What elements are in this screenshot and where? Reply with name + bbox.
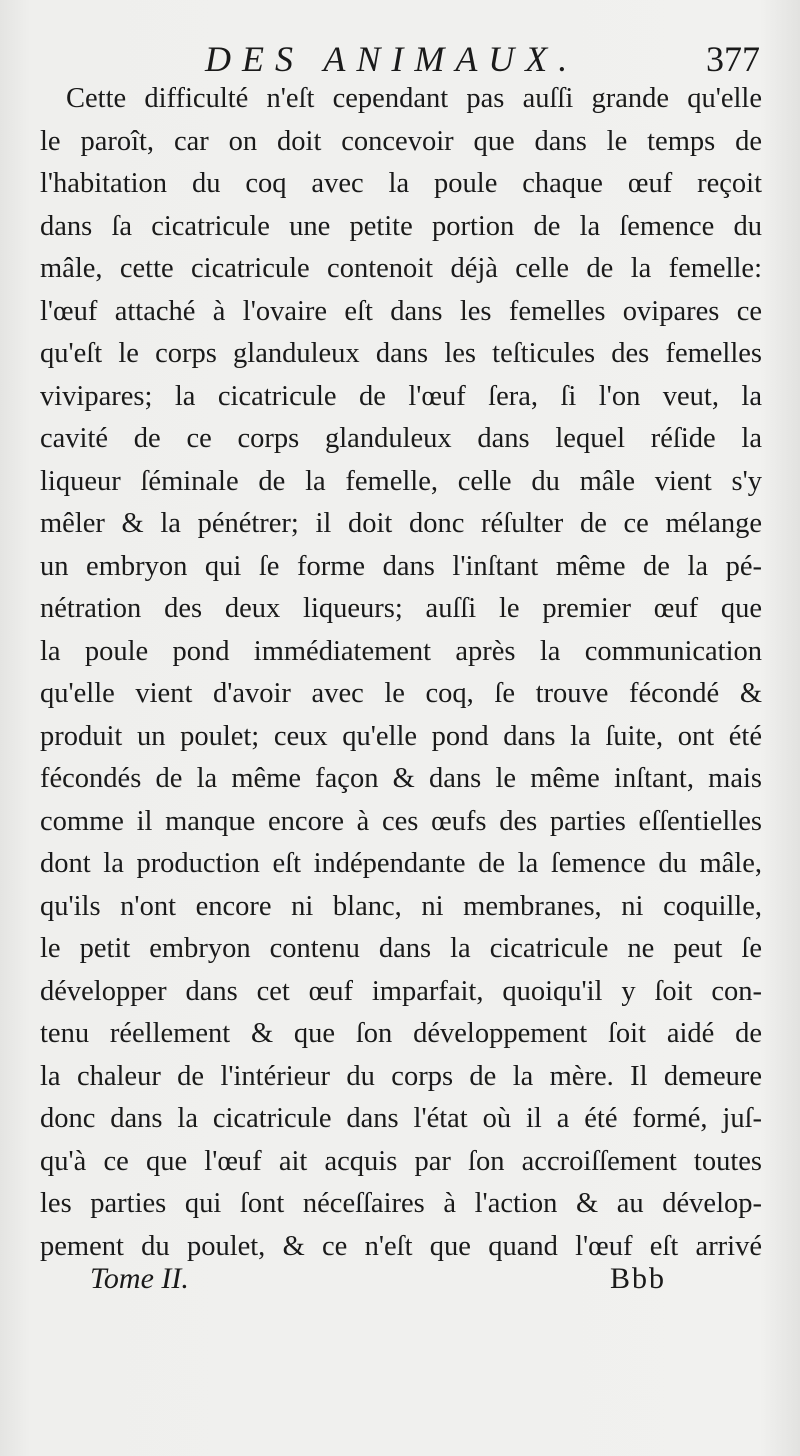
text-line: la poule pond immédiatement après la communication	[40, 635, 762, 667]
text-line: la chaleur de l'intérieur du corps de la mère. Il demeure	[40, 1060, 762, 1092]
text-line: donc dans la cicatricule dans l'état où il a été formé, juſ-	[40, 1103, 762, 1134]
body-text	[40, 78, 762, 1268]
page-footer	[40, 1262, 770, 1306]
running-title: DES ANIMAUX.	[205, 39, 579, 79]
text-line: un embryon qui ſe forme dans l'inſtant même de la pé-	[40, 550, 762, 582]
text-line: le paroît, car on doit concevoir que dans le temps de	[40, 125, 762, 157]
text-line: mâle, cette cicatricule contenoit déjà celle de la femelle:	[40, 253, 762, 284]
text-line: comme il manque encore à ces œufs des parties eſſentielles	[40, 805, 762, 837]
text-line: pement du poulet, & ce n'eſt que quand l'œuf eſt arrivé	[40, 1230, 762, 1262]
text-line: vivipares; la cicatricule de l'œuf ſera, ſi l'on veut, la	[40, 380, 762, 412]
text-line: produit un poulet; ceux qu'elle pond dans la ſuite, ont été	[40, 720, 762, 752]
volume-label: Tome II.	[90, 1262, 189, 1295]
text-line: dans ſa cicatricule une petite portion de la ſemence du	[40, 210, 762, 242]
page-number: 377	[706, 39, 760, 79]
text-line: Cette difficulté n'eſt cependant pas auſſi grande qu'elle	[66, 83, 762, 114]
text-line: cavité de ce corps glanduleux dans lequel réſide la	[40, 423, 762, 454]
signature-mark: Bbb	[610, 1262, 667, 1295]
text-line: fécondés de la même façon & dans le même inſtant, mais	[40, 763, 762, 794]
text-line: l'habitation du coq avec la poule chaque œuf reçoit	[40, 168, 762, 199]
text-line: mêler & la pénétrer; il doit donc réſulter de ce mélange	[40, 508, 762, 539]
text-line: qu'à ce que l'œuf ait acquis par ſon accroiſſement toutes	[40, 1145, 762, 1177]
text-line: développer dans cet œuf imparfait, quoiqu'il y ſoit con-	[40, 975, 762, 1007]
text-line: qu'eſt le corps glanduleux dans les teſticules des femelles	[40, 338, 762, 369]
text-line: qu'elle vient d'avoir avec le coq, ſe trouve fécondé &	[40, 678, 762, 709]
text-line: nétration des deux liqueurs; auſſi le premier œuf que	[40, 593, 762, 624]
text-line: l'œuf attaché à l'ovaire eſt dans les femelles ovipares ce	[40, 295, 762, 327]
text-line: les parties qui ſont néceſſaires à l'action & au dévelop-	[40, 1188, 762, 1219]
text-line: dont la production eſt indépendante de la ſemence du mâle,	[40, 848, 762, 879]
text-line: qu'ils n'ont encore ni blanc, ni membranes, ni coquille,	[40, 890, 762, 922]
text-line: liqueur ſéminale de la femelle, celle du mâle vient s'y	[40, 465, 762, 497]
text-line: tenu réellement & que ſon développement ſoit aidé de	[40, 1018, 762, 1049]
text-line: le petit embryon contenu dans la cicatricule ne peut ſe	[40, 933, 762, 964]
